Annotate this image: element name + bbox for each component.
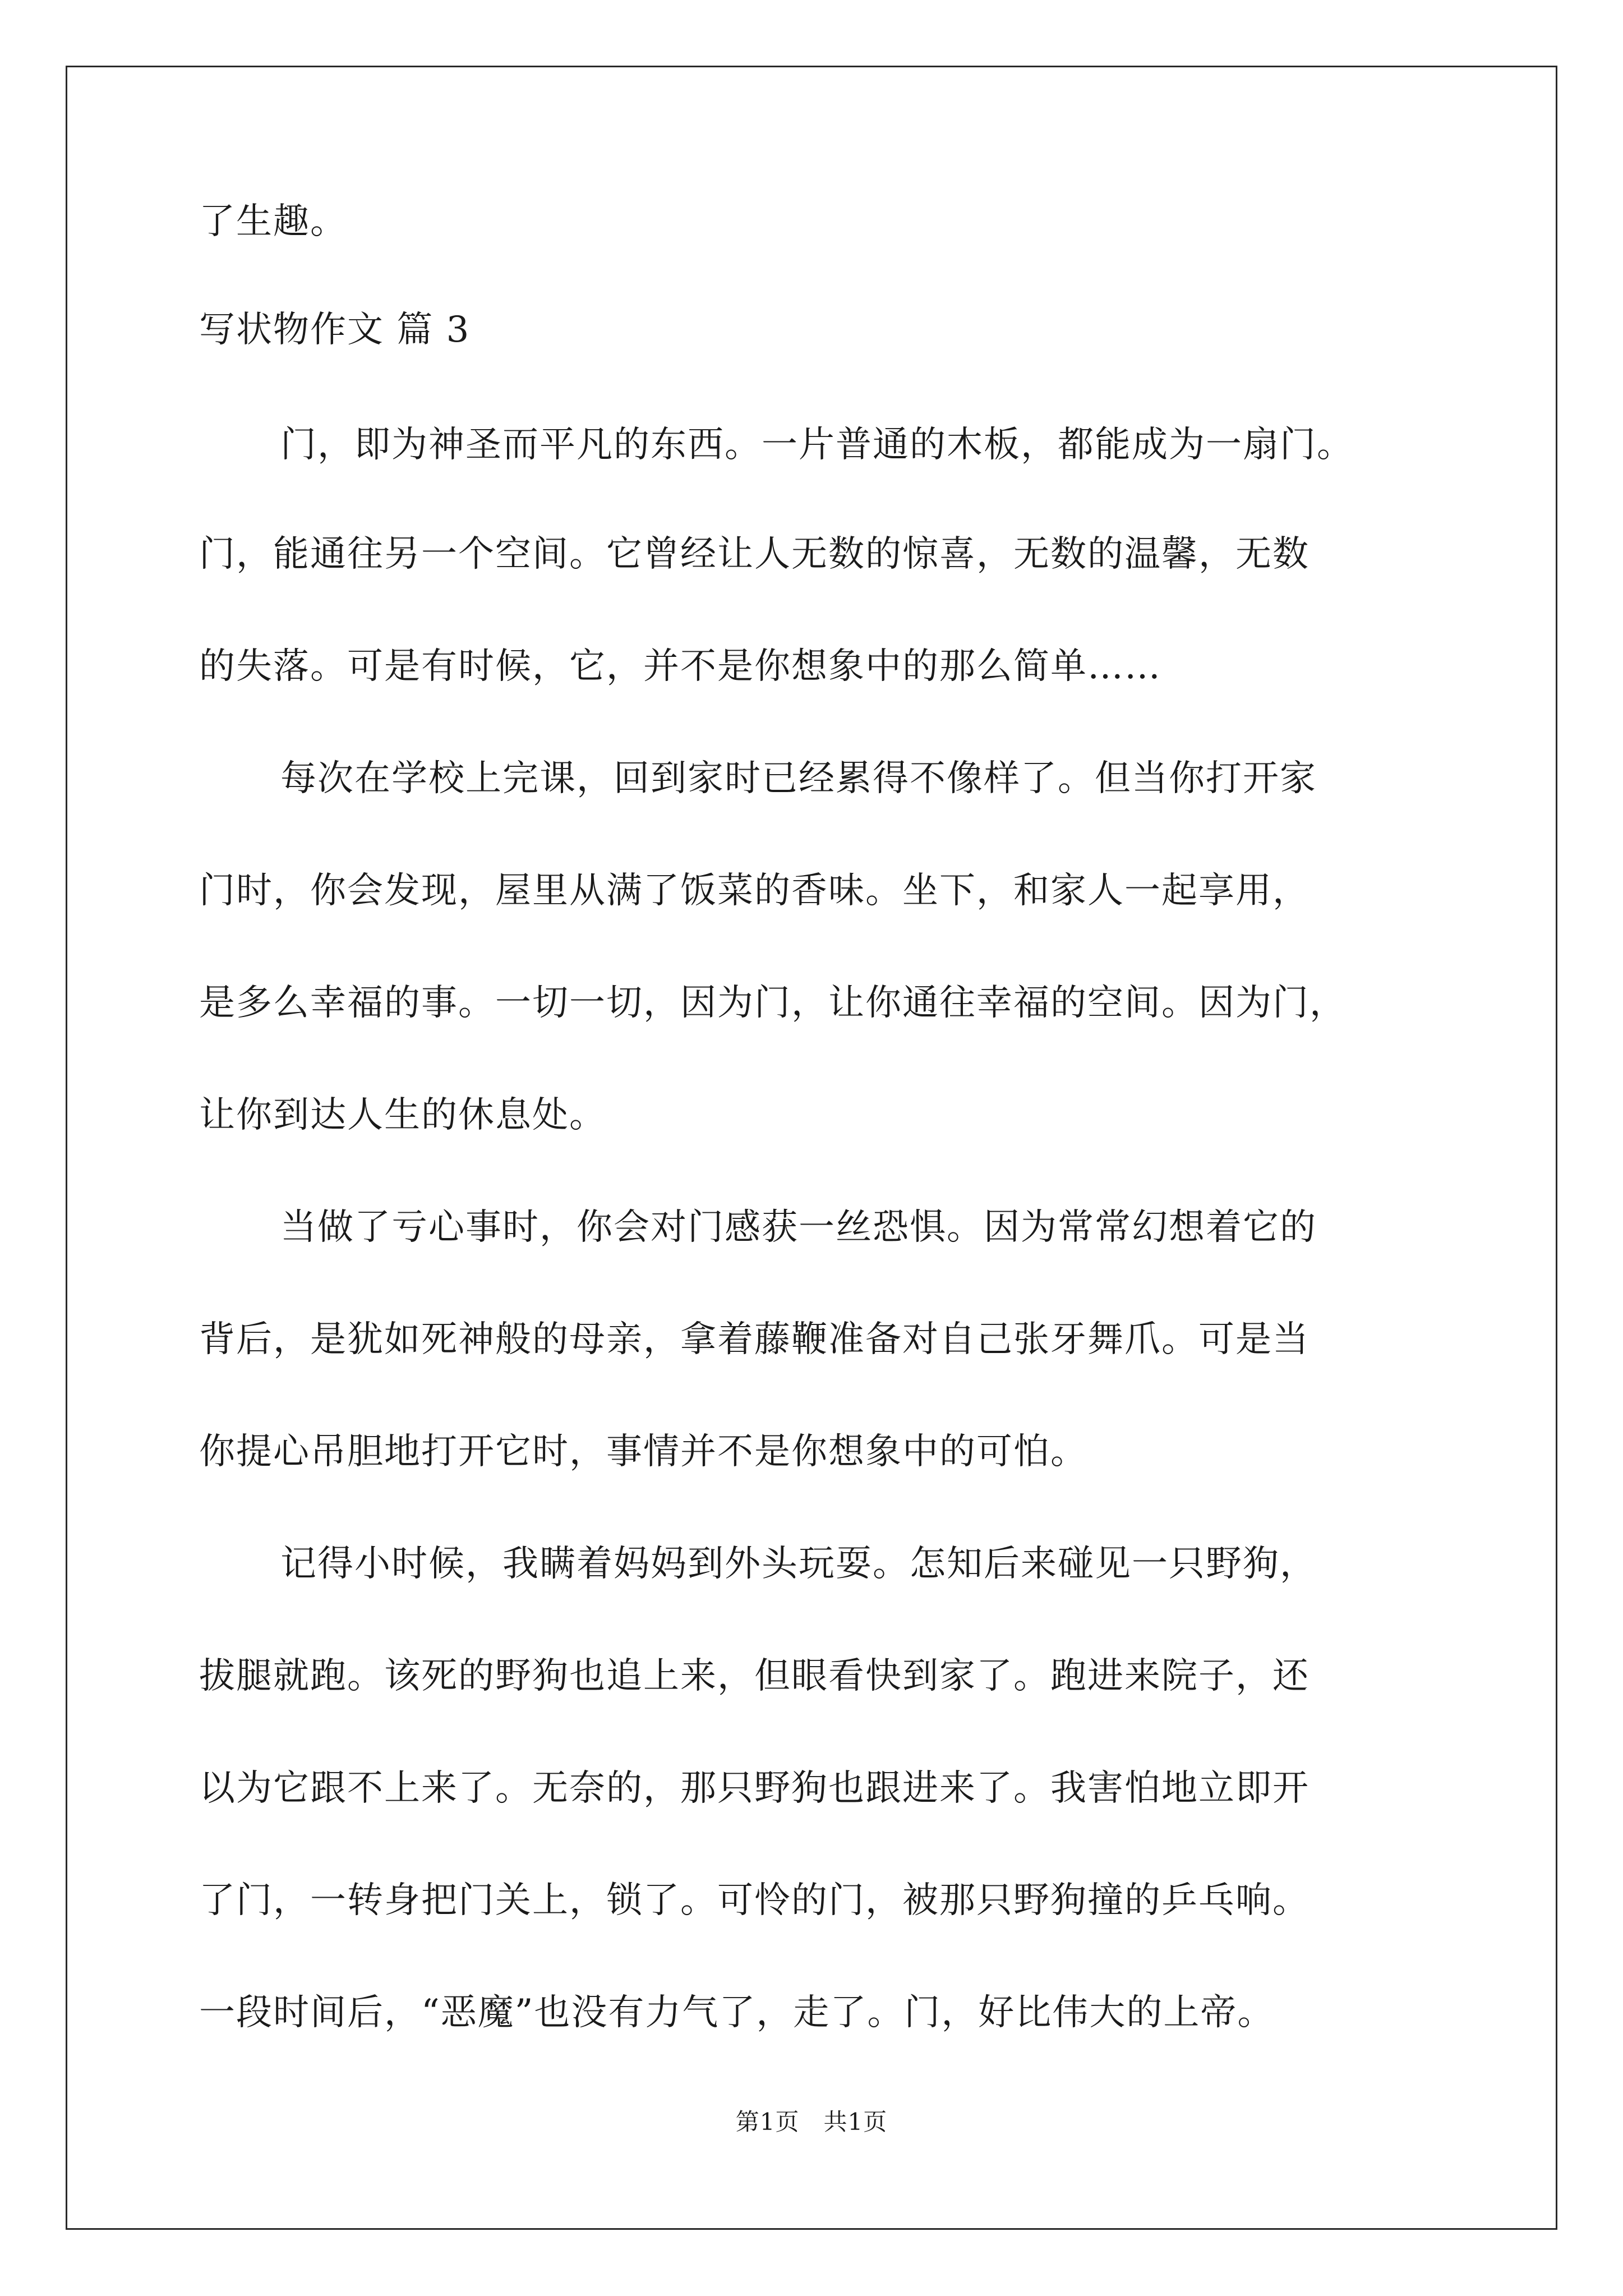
- paragraph-1-line-2: 门，能通往另一个空间。它曾经让人无数的惊喜，无数的温馨，无数: [199, 533, 1310, 575]
- paragraph-4-line-2: 拔腿就跑。该死的野狗也追上来，但眼看快到家了。跑进来院子，还: [199, 1655, 1310, 1697]
- page-footer: 第1页 共1页: [735, 2108, 888, 2136]
- paragraph-2-line-3: 是多么幸福的事。一切一切，因为门，让你通往幸福的空间。因为门，: [199, 982, 1347, 1024]
- paragraph-4-line-5: 一段时间后，“恶魔”也没有力气了，走了。门，好比伟大的上帝。: [199, 1992, 1275, 2033]
- paragraph-2-line-4: 让你到达人生的休息处。: [199, 1094, 606, 1136]
- paragraph-3-line-1: 当做了亏心事时，你会对门感获一丝恐惧。因为常常幻想着它的: [280, 1207, 1317, 1248]
- paragraph-3-line-3: 你提心吊胆地打开它时，事情并不是你想象中的可怕。: [199, 1431, 1087, 1473]
- paragraph-4-line-3: 以为它跟不上来了。无奈的，那只野狗也跟进来了。我害怕地立即开: [199, 1768, 1310, 1809]
- paragraph-4-line-1: 记得小时候，我瞒着妈妈到外头玩耍。怎知后来碰见一只野狗，: [280, 1543, 1317, 1585]
- paragraph-4-line-4: 了门，一转身把门关上，锁了。可怜的门，被那只野狗撞的乒乓响。: [199, 1880, 1310, 1921]
- section-heading: 写状物作文 篇 3: [199, 309, 471, 351]
- paragraph-2-line-1: 每次在学校上完课，回到家时已经累得不像样了。但当你打开家: [280, 758, 1317, 799]
- text-line: 了生趣。: [199, 201, 347, 242]
- paragraph-1-line-3: 的失落。可是有时候，它，并不是你想象中的那么简单……: [199, 646, 1161, 687]
- paragraph-1-line-1: 门，即为神圣而平凡的东西。一片普通的木板，都能成为一扇门。: [280, 424, 1354, 466]
- paragraph-3-line-2: 背后，是犹如死神般的母亲，拿着藤鞭准备对自己张牙舞爪。可是当: [199, 1319, 1310, 1360]
- paragraph-2-line-2: 门时，你会发现，屋里从满了饭菜的香味。坐下，和家人一起享用，: [199, 870, 1310, 912]
